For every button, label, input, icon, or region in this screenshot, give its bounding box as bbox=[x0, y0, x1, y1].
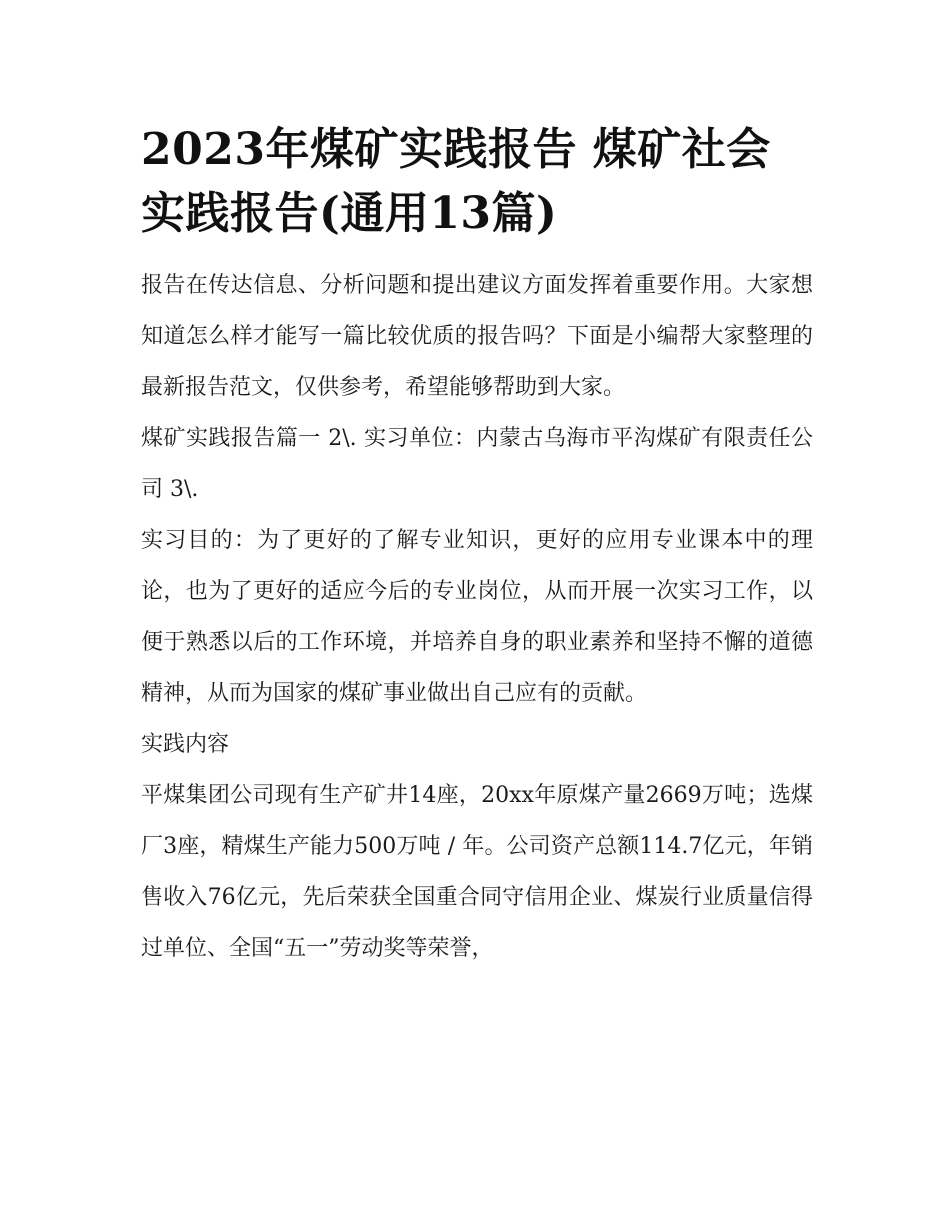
section-heading-practice-content: 实践内容 bbox=[141, 732, 230, 757]
document-body bbox=[141, 260, 813, 974]
internship-purpose-paragraph: 实习目的：为了更好的了解专业知识，更好的应用专业课本中的理论，也为了更好的适应今后的专业岗位，从而开展一次实习工作，以便于熟悉以后的工作环境，并培养自身的职业素养和坚持不懈的道德精神，从而为国家的煤矿事业做出自己应有的贡献。 bbox=[141, 528, 813, 706]
internship-unit-paragraph: 煤矿实践报告篇一 2\. 实习单位：内蒙古乌海市平沟煤矿有限责任公司 3\. bbox=[141, 426, 813, 502]
document-page bbox=[141, 118, 813, 974]
company-overview-paragraph: 平煤集团公司现有生产矿井14座，20xx年原煤产量2669万吨；选煤厂3座，精煤生产能力500万吨 / 年。公司资产总额114.7亿元，年销售收入76亿元，先后荣获全国重合同守信用企业、煤炭行业质量信得过单位、全国“五一”劳动奖等荣誉， bbox=[141, 783, 813, 961]
document-title: 2023年煤矿实践报告 煤矿社会实践报告(通用13篇) bbox=[141, 124, 771, 239]
intro-paragraph: 报告在传达信息、分析问题和提出建议方面发挥着重要作用。大家想知道怎么样才能写一篇比较优质的报告吗？下面是小编帮大家整理的最新报告范文，仅供参考，希望能够帮助到大家。 bbox=[141, 273, 813, 400]
